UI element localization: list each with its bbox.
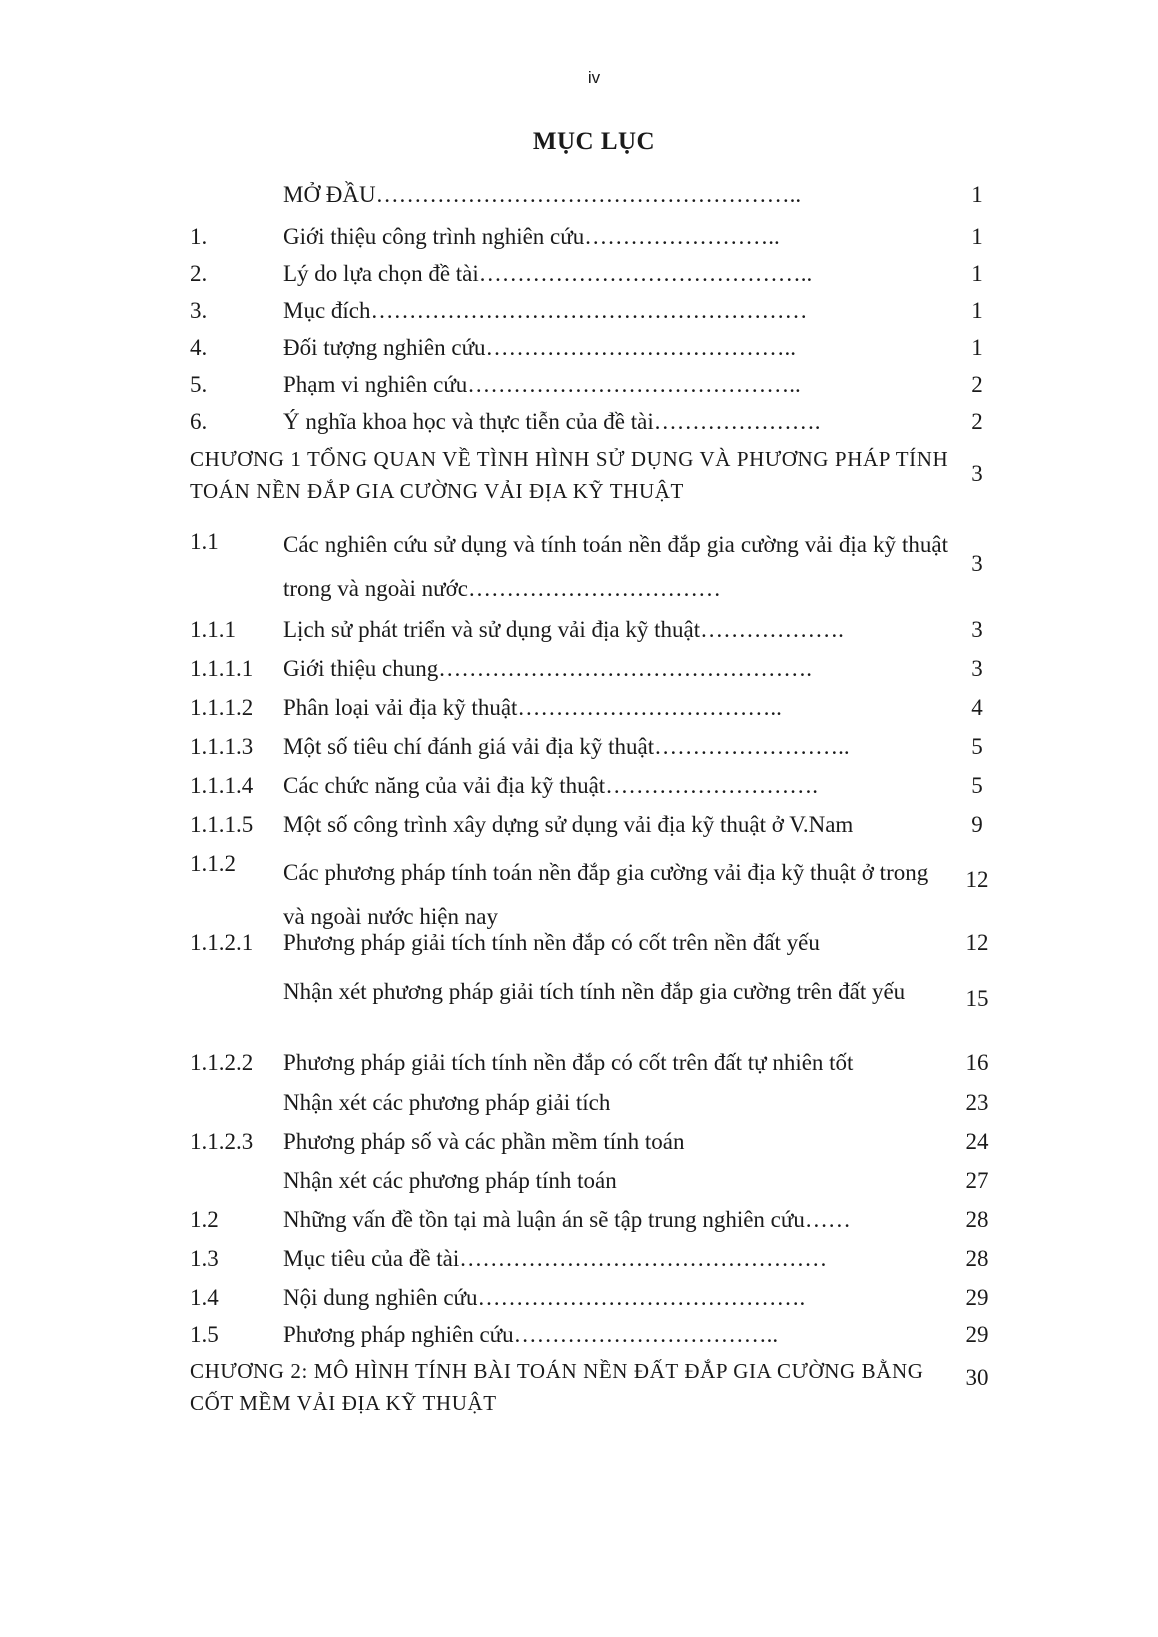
toc-entry-text: Đối tượng nghiên cứu………………………………….. [283,335,797,360]
toc-entry-page: 2 [971,372,983,397]
toc-entry-page: 30 [965,1365,989,1390]
toc-entry-text: Phương pháp giải tích tính nền đắp có cốt trên nền đất yếu [283,930,820,955]
toc-entry-page: 3 [971,617,983,642]
toc-entry-text: Một số tiêu chí đánh giá vải địa kỹ thuật…………………….. [283,734,850,759]
toc-entry-text: Lý do lựa chọn đề tài…………………………………….. [283,261,813,286]
toc-entry-page: 27 [965,1168,989,1193]
toc-entry-page: 24 [965,1129,989,1154]
toc-entry-number: 2. [190,261,208,286]
toc-entry-text: Mục tiêu của đề tài………………………………………… [283,1246,828,1271]
toc-entry-text: Phạm vi nghiên cứu…………………………………….. [283,372,801,397]
toc-entry-text: Nhận xét phương pháp giải tích tính nền đắp gia cường trên đất yếu [283,979,906,1004]
page-number: iv [587,68,601,87]
toc-entry-text: Phương pháp số và các phần mềm tính toán [283,1129,685,1154]
toc-entry-page: 16 [965,1050,989,1075]
toc-entry-text: Các nghiên cứu sử dụng và tính toán nền đắp gia cường vải địa kỹ thuật trong và ngoài nước…………………………… [283,532,948,601]
toc-entry-page: 1 [971,261,983,286]
toc-entry-number: 1.1.2.2 [190,1050,254,1075]
toc-entry-number: 1.2 [190,1207,219,1232]
toc-entry-number: 6. [190,409,208,434]
toc-entry-text: Những vấn đề tồn tại mà luận án sẽ tập trung nghiên cứu…… [283,1207,851,1232]
toc-entry-text: Nội dung nghiên cứu……………………………………. [283,1285,806,1310]
toc-entry-page: 15 [965,986,989,1011]
toc-entry-number: 1.1.1.1 [190,656,254,681]
toc-chapter-title: CHƯƠNG 2: MÔ HÌNH TÍNH BÀI TOÁN NỀN ĐẤT ĐẮP GIA CƯỜNG BẰNG CỐT MỀM VẢI ĐỊA KỸ THUẬT [190,1359,924,1415]
toc-entry-text: Các chức năng của vải địa kỹ thuật………………………. [283,773,818,798]
toc-entry-text: Các phương pháp tính toán nền đắp gia cường vải địa kỹ thuật ở trong và ngoài nước hiện nay [283,860,929,929]
toc-entry-page: 9 [971,812,983,837]
toc-entry-number: 1.3 [190,1246,219,1271]
toc-entry-number: 1.1.1.4 [190,773,254,798]
toc-entry-number: 3. [190,298,208,323]
toc-entry-page: 1 [971,298,983,323]
toc-entry-page: 12 [965,867,989,892]
toc-entry-text: Nhận xét các phương pháp giải tích [283,1090,611,1115]
toc-entry-text: Phương pháp giải tích tính nền đắp có cốt trên đất tự nhiên tốt [283,1050,854,1075]
toc-entry-page: 3 [971,461,983,486]
toc-entry-text: Lịch sử phát triển và sử dụng vải địa kỹ thuật………………. [283,617,844,642]
toc-entry-page: 2 [971,409,983,434]
toc-entry-text: MỞ ĐẦU……………………………………………….. [283,182,802,207]
toc-entry-page: 1 [971,224,983,249]
toc-entry-page: 5 [971,773,983,798]
toc-entry-page: 5 [971,734,983,759]
toc-entry-number: 1.1.2.3 [190,1129,254,1154]
toc-entry-text: Giới thiệu chung…………………………………………. [283,656,812,681]
toc-chapter-title: CHƯƠNG 1 TỔNG QUAN VỀ TÌNH HÌNH SỬ DỤNG VÀ PHƯƠNG PHÁP TÍNH TOÁN NỀN ĐẮP GIA CƯỜNG VẢI ĐỊA KỸ THUẬT [190,447,949,503]
toc-entry-number: 1.1.2.1 [190,930,254,955]
toc-entry-text: Phương pháp nghiên cứu…………………………….. [283,1322,779,1347]
toc-entry-number: 1.1.1.2 [190,695,254,720]
toc-entry-number: 1.1.1.5 [190,812,254,837]
toc-entry-text: Một số công trình xây dựng sử dụng vải địa kỹ thuật ở V.Nam [283,812,854,837]
toc-entry-number: 1. [190,224,208,249]
toc-entry-page: 1 [971,182,983,207]
toc-entry-number: 5. [190,372,208,397]
toc-entry-page: 28 [965,1246,989,1271]
toc-entry-number: 1.4 [190,1285,219,1310]
toc-entry-page: 1 [971,335,983,360]
toc-entry-page: 29 [965,1322,989,1347]
toc-entry-text: Giới thiệu công trình nghiên cứu…………………….. [283,224,780,249]
toc-entry-text: Nhận xét các phương pháp tính toán [283,1168,617,1193]
toc-entry-number: 1.1.1.3 [190,734,254,759]
toc-entry-text: Phân loại vải địa kỹ thuật…………………………….. [283,695,782,720]
toc-entry-page: 29 [965,1285,989,1310]
toc-entry-page: 3 [971,551,983,576]
toc-entry-number: 1.1 [190,529,219,554]
toc-entry-text: Mục đích………………………………………………… [283,298,808,323]
toc-entry-number: 1.5 [190,1322,219,1347]
toc-entry-number: 4. [190,335,208,360]
toc-entry-number: 1.1.1 [190,617,236,642]
toc-entry-page: 4 [971,695,983,720]
toc-entry-page: 3 [971,656,983,681]
toc-entry-page: 28 [965,1207,989,1232]
toc-entry-text: Ý nghĩa khoa học và thực tiễn của đề tài…………………. [283,409,821,434]
toc-title: MỤC LỤC [532,128,656,155]
toc-entry-number: 1.1.2 [190,851,236,876]
toc-entry-page: 12 [965,930,989,955]
toc-entry-page: 23 [965,1090,989,1115]
